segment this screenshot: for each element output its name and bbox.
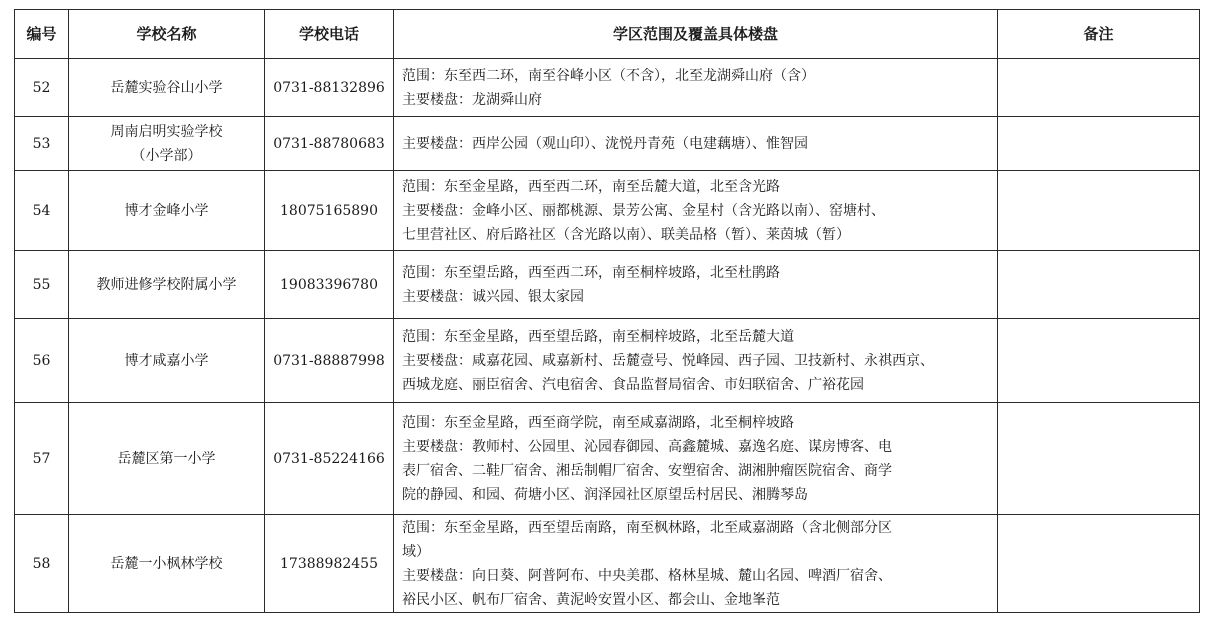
- cell-district-range: [394, 319, 998, 403]
- header-row: [15, 10, 1200, 59]
- school-name-line: 周南启明实验学校: [110, 123, 223, 140]
- cell-school-name: [69, 171, 265, 251]
- table-row: [15, 171, 1200, 251]
- district-range-line: 主要楼盘：龙湖舜山府: [402, 91, 542, 108]
- school-district-table: [14, 9, 1200, 613]
- cell-district-range: [394, 117, 998, 171]
- school-name-line: 博才咸嘉小学: [124, 352, 209, 369]
- cell-school-phone: 18075165890: [265, 171, 394, 251]
- school-name-line: 岳麓实验谷山小学: [110, 79, 223, 96]
- cell-remarks: [998, 319, 1200, 403]
- cell-remarks: [998, 171, 1200, 251]
- cell-district-range: [394, 403, 998, 515]
- district-range-line: 西城龙庭、丽臣宿舍、汽电宿舍、食品监督局宿舍、市妇联宿舍、广裕花园: [402, 376, 864, 393]
- cell-school-phone: 0731-88780683: [265, 117, 394, 171]
- cell-school-phone: 0731-88887998: [265, 319, 394, 403]
- school-name-line: （小学部）: [131, 147, 202, 164]
- district-range-line: 范围：东至金星路，西至西二环，南至岳麓大道，北至含光路: [402, 178, 780, 195]
- district-range-line: 裕民小区、帆布厂宿舍、黄泥岭安置小区、都会山、金地峯范: [402, 591, 780, 608]
- cell-number: 57: [15, 403, 69, 515]
- district-range-line: 主要楼盘：诚兴园、银太家园: [402, 288, 584, 305]
- table-row: [15, 403, 1200, 515]
- district-range-line: 范围：东至望岳路，西至西二环，南至桐梓坡路，北至杜鹃路: [402, 264, 780, 281]
- cell-remarks: [998, 59, 1200, 117]
- cell-school-name: [69, 403, 265, 515]
- table-row: [15, 251, 1200, 319]
- district-range-line: 主要楼盘：西岸公园（观山印）、泷悦丹青苑（电建藕塘）、惟智园: [402, 135, 808, 152]
- cell-school-name: [69, 251, 265, 319]
- cell-district-range: [394, 59, 998, 117]
- district-range-line: 范围：东至金星路，西至望岳南路，南至枫林路，北至咸嘉湖路（含北侧部分区: [402, 519, 892, 536]
- cell-remarks: [998, 251, 1200, 319]
- table-row: [15, 117, 1200, 171]
- district-range-line: 院的静园、和园、荷塘小区、润泽园社区原望岳村居民、湘腾琴岛: [402, 486, 808, 503]
- cell-district-range: [394, 171, 998, 251]
- district-range-line: 主要楼盘：向日葵、阿普阿布、中央美郡、格林星城、麓山名园、啤酒厂宿舍、: [402, 567, 892, 584]
- district-range-line: 表厂宿舍、二鞋厂宿舍、湘岳制帽厂宿舍、安塑宿舍、湖湘肿瘤医院宿舍、商学: [402, 462, 892, 479]
- cell-remarks: [998, 117, 1200, 171]
- header-remarks: 备注: [998, 10, 1200, 59]
- table-row: [15, 59, 1200, 117]
- cell-school-phone: 0731-85224166: [265, 403, 394, 515]
- cell-school-name: [69, 59, 265, 117]
- header-number: 编号: [15, 10, 69, 59]
- school-name-line: 岳麓一小枫林学校: [110, 555, 223, 572]
- cell-district-range: [394, 251, 998, 319]
- header-district-range: 学区范围及覆盖具体楼盘: [394, 10, 998, 59]
- cell-number: 55: [15, 251, 69, 319]
- cell-school-name: [69, 117, 265, 171]
- district-range-line: 主要楼盘：咸嘉花园、咸嘉新村、岳麓壹号、悦峰园、西子园、卫技新村、永祺西京、: [402, 352, 934, 369]
- cell-school-phone: 0731-88132896: [265, 59, 394, 117]
- cell-number: 58: [15, 515, 69, 613]
- district-range-line: 范围：东至西二环，南至谷峰小区（不含），北至龙湖舜山府（含）: [402, 67, 815, 84]
- table-row: [15, 515, 1200, 613]
- school-name-line: 教师进修学校附属小学: [96, 276, 237, 293]
- table-row: [15, 319, 1200, 403]
- cell-school-phone: 19083396780: [265, 251, 394, 319]
- cell-remarks: [998, 515, 1200, 613]
- district-range-line: 主要楼盘：金峰小区、丽都桃源、景芳公寓、金星村（含光路以南）、窑塘村、: [402, 202, 885, 219]
- school-name-line: 博才金峰小学: [124, 202, 209, 219]
- cell-school-name: [69, 515, 265, 613]
- school-name-line: 岳麓区第一小学: [117, 450, 216, 467]
- header-school-phone: 学校电话: [265, 10, 394, 59]
- district-range-line: 七里营社区、府后路社区（含光路以南）、联美品格（暂）、莱茵城（暂）: [402, 226, 850, 243]
- district-range-line: 主要楼盘：教师村、公园里、沁园春御园、高鑫麓城、嘉逸名庭、谋房博客、电: [402, 438, 892, 455]
- district-range-line: 范围：东至金星路，西至商学院，南至咸嘉湖路，北至桐梓坡路: [402, 414, 794, 431]
- cell-number: 56: [15, 319, 69, 403]
- header-school-name: 学校名称: [69, 10, 265, 59]
- district-range-line: 范围：东至金星路，西至望岳路，南至桐梓坡路，北至岳麓大道: [402, 328, 794, 345]
- cell-number: 54: [15, 171, 69, 251]
- district-range-line: 域）: [402, 543, 430, 560]
- cell-number: 52: [15, 59, 69, 117]
- cell-number: 53: [15, 117, 69, 171]
- cell-school-phone: 17388982455: [265, 515, 394, 613]
- cell-district-range: [394, 515, 998, 613]
- cell-school-name: [69, 319, 265, 403]
- cell-remarks: [998, 403, 1200, 515]
